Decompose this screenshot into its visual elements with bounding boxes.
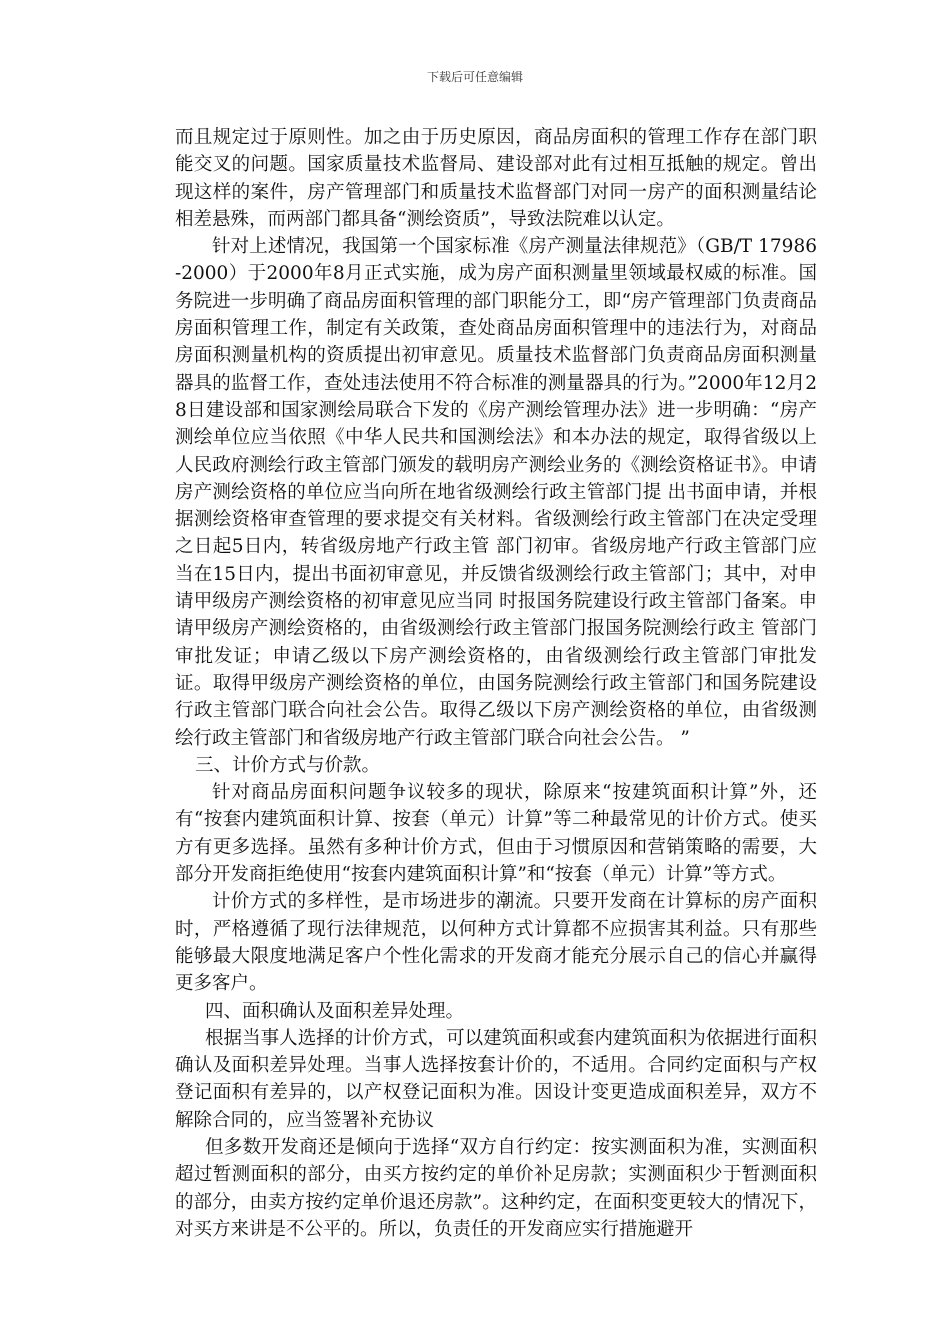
paragraph-pricing-diversity: 计价方式的多样性，是市场进步的潮流。只要开发商在计算标的房产面积时，严格遵循了现行法律规范，以何种方式计算都不应损害其利益。只有那些能够最大限度地满足客户个性化需求的开发商才能充分展示自己的信心并赢得更多客户。 bbox=[175, 891, 817, 995]
paragraph-standards: 针对上述情况，我国第一个国家标准《房产测量法律规范》（GB/T 17986-2000）于2000年8月正式实施，成为房产面积测量里领域最权威的标准。国务院进一步明确了商品房面积管理的部门职能分工，即“房产管理部门负责商品房面积管理工作，制定有关政策，查处商品房面积管理中的违法行为，对商品房面积测量机构的资质提出初审意见。质量技术监督部门负责商品房面积测量器具的监督工作，查处违法使用不符合标准的测量器具的行为。”2000年12月28日建设部和国家测绘局联合下发的《房产测绘管理办法》进一步明确：“房产测绘单位应当依照《中华人民共和国测绘法》和本办法的规定，取得省级以上人民政府测绘行政主管部门颁发的载明房产测绘业务的《测绘资格证书》。申请房产测绘资格的单位应当向所在地省级测绘行政主管部门提 出书面申请，并根据测绘资格审查管理的要求提交有关材料。省级测绘行政主管部门在决定受理之日起5日内，转省级房地产行政主管 部门初审。省级房地产行政主管部门应当在15日内，提出书面初审意见，并反馈省级测绘行政主管部门；其中，对申请甲级房产测绘资格的初审意见应当同 时报国务院建设行政主管部门备案。申请甲级房产测绘资格的，由省级测绘行政主管部门报国务院测绘行政主 管部门审批发证；申请乙级以下房产测绘资格的，由省级测绘行政主管部门审批发证。取得甲级房产测绘资格的单位，由国务院测绘行政主管部门和国务院建设 行政主管部门联合向社会公告。取得乙级以下房产测绘资格的单位，由省级测绘行政主管部门和省级房地产行政主管部门联合向社会公告。 ” bbox=[175, 236, 817, 749]
section-heading-pricing: 三、计价方式与价款。 bbox=[195, 754, 381, 776]
document-body bbox=[175, 124, 817, 1243]
paragraph-pricing-methods: 针对商品房面积问题争议较多的现状，除原来“按建筑面积计算”外，还有“按套内建筑面积计算、按套（单元）计算”等二种最常见的计价方式。使买方有更多选择。虽然有多种计价方式，但由于习惯原因和营销策略的需要，大部分开发商拒绝使用“按套内建筑面积计算”和“按套（单元）计算”等方式。 bbox=[175, 782, 817, 886]
page-header: 下载后可任意编辑 bbox=[426, 70, 523, 84]
paragraph-area-confirmation: 根据当事人选择的计价方式，可以建筑面积或套内建筑面积为依据进行面积确认及面积差异处理。当事人选择按套计价的，不适用。合同约定面积与产权登记面积有差异的，以产权登记面积为准。因设计变更造成面积差异，双方不解除合同的，应当签署补充协议 bbox=[175, 1027, 817, 1131]
section-heading-area: 四、面积确认及面积差异处理。 bbox=[205, 1000, 465, 1022]
paragraph-continuation: 而且规定过于原则性。加之由于历史原因，商品房面积的管理工作存在部门职能交叉的问题。国家质量技术监督局、建设部对此有过相互抵触的规定。曾出现这样的案件，房产管理部门和质量技术监督部门对同一房产的面积测量结论相差悬殊，而两部门都具备“测绘资质”，导致法院难以认定。 bbox=[175, 127, 817, 230]
paragraph-developer-practice: 但多数开发商还是倾向于选择“双方自行约定：按实测面积为准，实测面积超过暂测面积的部分，由买方按约定的单价补足房款；实测面积少于暂测面积的部分，由卖方按约定单价退还房款”。这种约定，在面积变更较大的情况下，对买方来讲是不公平的。所以，负责任的开发商应实行措施避开 bbox=[175, 1136, 817, 1240]
